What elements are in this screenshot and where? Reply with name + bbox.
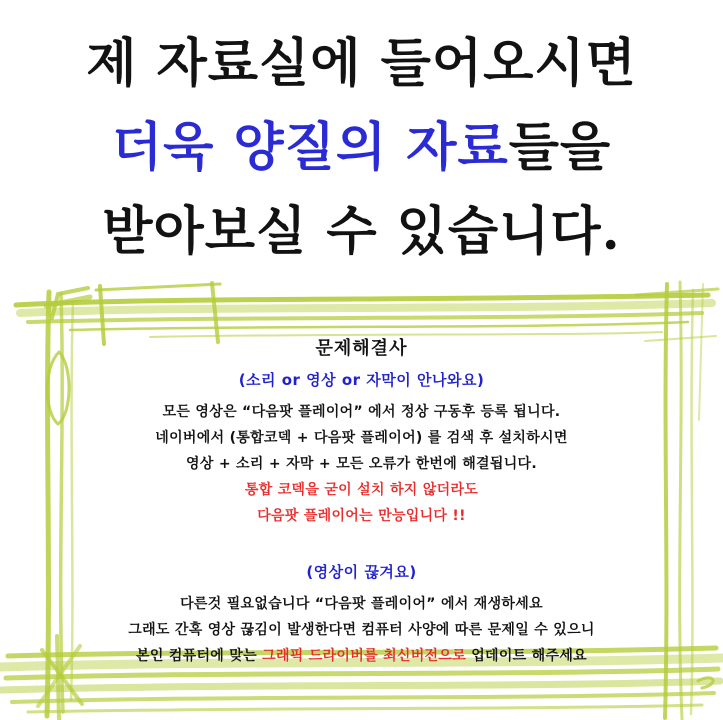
- section1-line: 영상 + 소리 + 자막 + 모든 오류가 한번에 해결됩니다.: [186, 456, 537, 472]
- last-line-highlight: 그래픽 드라이버를 최신버전으로: [262, 648, 467, 664]
- section1-line: 모든 영상은 “다음팟 플레이어” 에서 정상 구동후 등록 됩니다.: [162, 404, 561, 420]
- section1-header: (소리 or 영상 or 자막이 안나와요): [238, 371, 485, 389]
- last-line-prefix: 본인 컴퓨터에 맞는: [136, 648, 263, 664]
- section-gap: [78, 529, 645, 561]
- section2-line: 그래도 간혹 영상 끊김이 발생한다면 컴퓨터 사양에 따른 문제일 수 있으니: [128, 622, 595, 638]
- section1-line: 네이버에서 (통합코덱 + 다음팟 플레이어) 를 검색 후 설치하시면: [155, 430, 568, 446]
- hero-line-3: 받아보실 수 있습니다.: [102, 201, 621, 262]
- hero-line-1: 제 자료실에 들어오시면: [86, 33, 637, 94]
- section2-header: (영상이 끊겨요): [306, 563, 417, 581]
- hero-text: [0, 22, 723, 274]
- section2-line: 다른것 필요없습니다 “다음팟 플레이어” 에서 재생하세요: [180, 596, 543, 612]
- hero-line-2: [0, 106, 723, 190]
- section1-alert-line: 다음팟 플레이어는 만능입니다 !!: [257, 508, 466, 524]
- notice-title: 문제해결사: [315, 338, 408, 359]
- notice-content: [78, 334, 645, 669]
- section1-alert-line: 통합 코덱을 굳이 설치 하지 않더라도: [244, 482, 479, 498]
- hero-line-2-rest: 들을: [508, 117, 612, 178]
- section2-last-line: [78, 643, 645, 669]
- last-line-suffix: 업데이트 해주세요: [466, 648, 587, 664]
- hero-line-2-highlight: 더욱 양질의 자료: [111, 117, 509, 178]
